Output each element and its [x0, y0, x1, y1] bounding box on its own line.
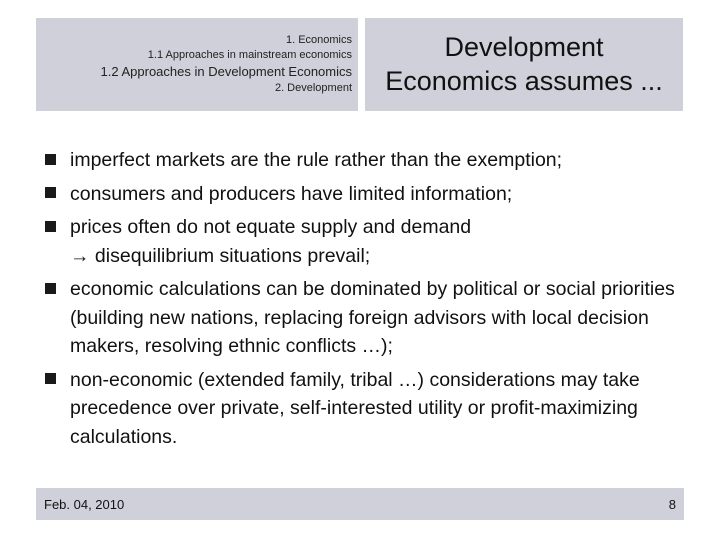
- square-bullet-icon: [44, 213, 70, 242]
- bullet-text: consumers and producers have limited information;: [70, 182, 513, 205]
- square-bullet-icon: [44, 146, 70, 175]
- footer-date: Feb. 04, 2010: [44, 496, 125, 512]
- bullet-text: economic calculations can be dominated by political or social priorities (building new nations, replacing foreign advisors with local decision makers, resolving ethnic conflicts …);: [70, 278, 675, 357]
- bullet-text-block: [70, 213, 694, 270]
- section-navigation-box: [36, 18, 358, 111]
- slide-title-line-2: Economics assumes ...: [385, 65, 663, 96]
- bullet-item: [44, 366, 694, 452]
- bullet-text: non-economic (extended family, tribal …) considerations may take precedence over private, self-interested utility or profit-maximizing calculations.: [70, 368, 640, 448]
- bullet-item: [44, 275, 694, 361]
- nav-item-economics: 1. Economics: [285, 34, 352, 47]
- slide-title-line-1: Development: [444, 31, 604, 62]
- square-bullet-icon: [44, 275, 70, 304]
- bullet-continuation-text: → disequilibrium situations prevail;: [70, 244, 371, 267]
- nav-item-development-approaches: 1.2 Approaches in Development Economics: [100, 64, 352, 80]
- slide-title: [365, 18, 683, 111]
- bullet-list: [44, 146, 694, 456]
- bullet-item: [44, 180, 694, 209]
- nav-item-mainstream-approaches: 1.1 Approaches in mainstream economics: [147, 49, 352, 62]
- square-bullet-icon: [44, 366, 70, 395]
- bullet-text: prices often do not equate supply and demand: [70, 216, 472, 238]
- bullet-item: [44, 213, 694, 270]
- bullet-text: imperfect markets are the rule rather than the exemption;: [70, 149, 563, 171]
- nav-item-development: 2. Development: [274, 81, 352, 94]
- slide-number: 8: [668, 496, 676, 512]
- square-bullet-icon: [44, 180, 70, 209]
- bullet-item: [44, 146, 694, 175]
- slide-footer: [36, 488, 684, 520]
